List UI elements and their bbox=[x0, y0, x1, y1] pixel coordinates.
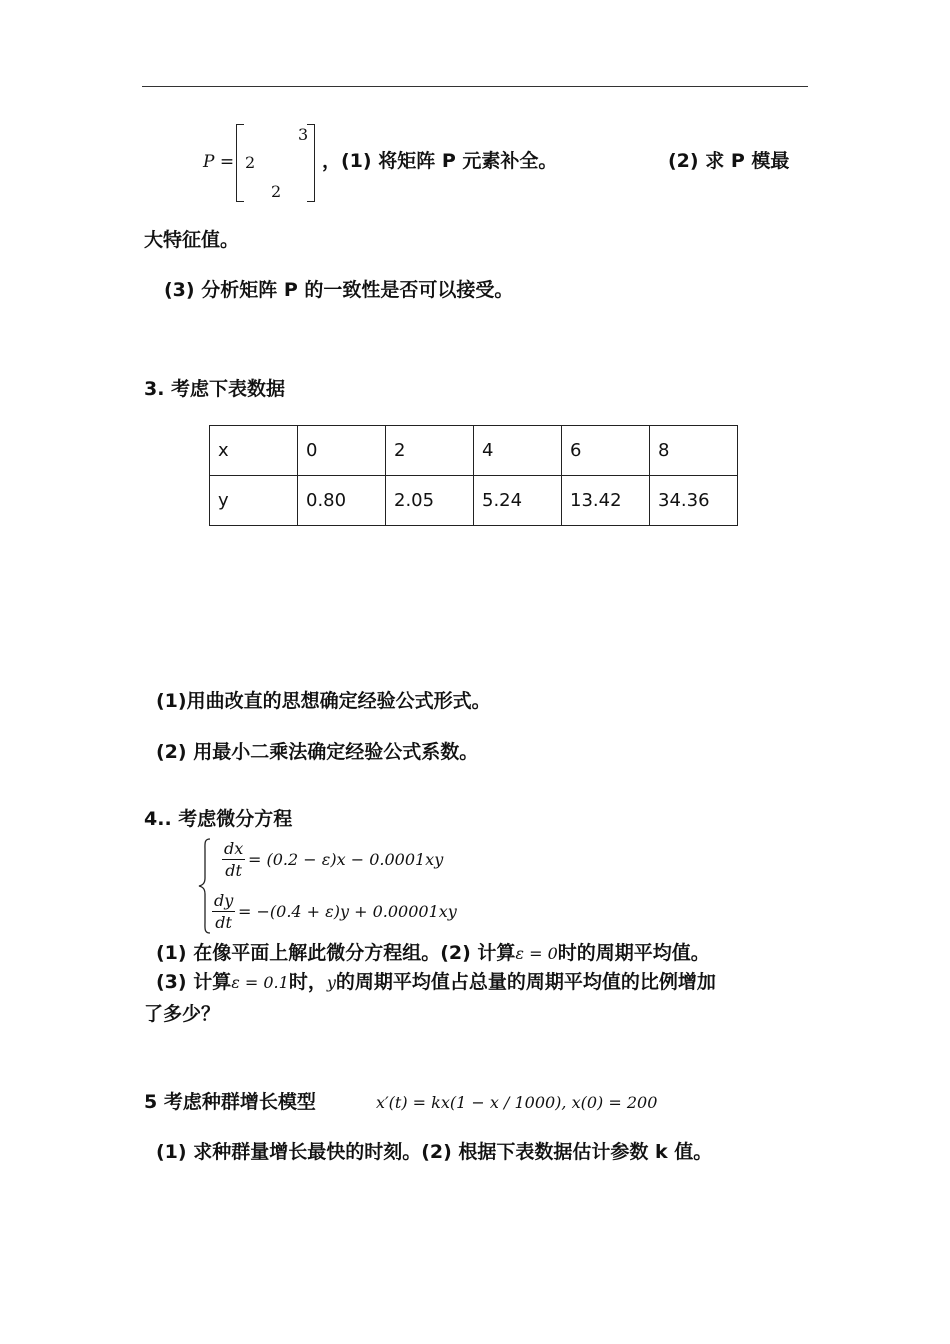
q2-line3-text: (3) 分析矩阵 P 的一致性是否可以接受。 bbox=[164, 279, 514, 301]
eq2-rhs: = −(0.4 + ε)y + 0.00001xy bbox=[238, 902, 457, 921]
q4-line3: 了多少？ bbox=[144, 1003, 221, 1025]
table-cell: 8 bbox=[650, 426, 738, 476]
eq2-numerator: dy bbox=[214, 891, 234, 910]
equation-brace bbox=[198, 838, 212, 934]
table-cell: 13.42 bbox=[562, 476, 650, 526]
table-row bbox=[210, 476, 738, 526]
table-cell: y bbox=[210, 476, 298, 526]
table-row bbox=[210, 426, 738, 476]
q2-line2-text: 大特征值。 bbox=[144, 229, 240, 251]
q5-formula: x′(t) = kx(1 − x / 1000), x(0) = 200 bbox=[376, 1093, 658, 1112]
table-cell: 2.05 bbox=[386, 476, 474, 526]
q4-line2 bbox=[156, 973, 716, 992]
q4-line1-a: (1) 在像平面上解此微分方程组。(2) 计算 bbox=[156, 942, 516, 964]
q3-heading: 3. 考虑下表数据 bbox=[144, 378, 286, 400]
matrix-right-bracket bbox=[307, 124, 315, 202]
q2-line1-text: ，(1) 将矩阵 P 元素补全。 bbox=[322, 150, 558, 172]
q2-line1-right: (2) 求 P 模最 bbox=[668, 150, 790, 172]
table-cell: 0.80 bbox=[298, 476, 386, 526]
eq1-numerator: dx bbox=[224, 839, 244, 858]
header-rule bbox=[142, 86, 808, 87]
eq1-rhs: = (0.2 − ε)x − 0.0001xy bbox=[248, 850, 444, 869]
q3-part1: (1)用曲改直的思想确定经验公式形式。 bbox=[156, 690, 491, 712]
matrix-entry-1-3: 3 bbox=[298, 125, 309, 144]
matrix-label: P = bbox=[203, 152, 235, 172]
table-cell: 4 bbox=[474, 426, 562, 476]
table-cell: x bbox=[210, 426, 298, 476]
q4-line1-math: ε = 0 bbox=[515, 944, 558, 963]
eq2-denominator: dt bbox=[215, 913, 232, 932]
q4-line1 bbox=[156, 944, 710, 963]
table-cell: 6 bbox=[562, 426, 650, 476]
q4-line2-math1: ε = 0.1 bbox=[231, 973, 289, 992]
q5-part: (1) 求种群量增长最快的时刻。(2) 根据下表数据估计参数 k 值。 bbox=[156, 1141, 713, 1163]
q4-line2-b: 时， bbox=[288, 971, 327, 993]
table-cell: 34.36 bbox=[650, 476, 738, 526]
q3-part2: (2) 用最小二乘法确定经验公式系数。 bbox=[156, 741, 479, 763]
q5-heading: 5 考虑种群增长模型 bbox=[144, 1091, 316, 1113]
eq1-fraction bbox=[222, 841, 245, 879]
q4-heading: 4.. 考虑微分方程 bbox=[144, 808, 293, 830]
table-cell: 2 bbox=[386, 426, 474, 476]
q4-line2-c: 的周期平均值占总量的周期平均值的比例增加 bbox=[335, 971, 716, 993]
q4-line1-b: 时的周期平均值。 bbox=[557, 942, 710, 964]
eq2-fraction bbox=[212, 893, 235, 931]
matrix-entry-2-1: 2 bbox=[245, 153, 256, 172]
data-table bbox=[209, 425, 738, 526]
table-cell: 0 bbox=[298, 426, 386, 476]
eq1-denominator: dt bbox=[225, 861, 242, 880]
q4-line2-a: (3) 计算 bbox=[156, 971, 232, 993]
matrix-entry-3-2: 2 bbox=[271, 182, 282, 201]
matrix-left-bracket bbox=[236, 124, 244, 202]
table-cell: 5.24 bbox=[474, 476, 562, 526]
q4-line2-math2: y bbox=[326, 973, 336, 992]
